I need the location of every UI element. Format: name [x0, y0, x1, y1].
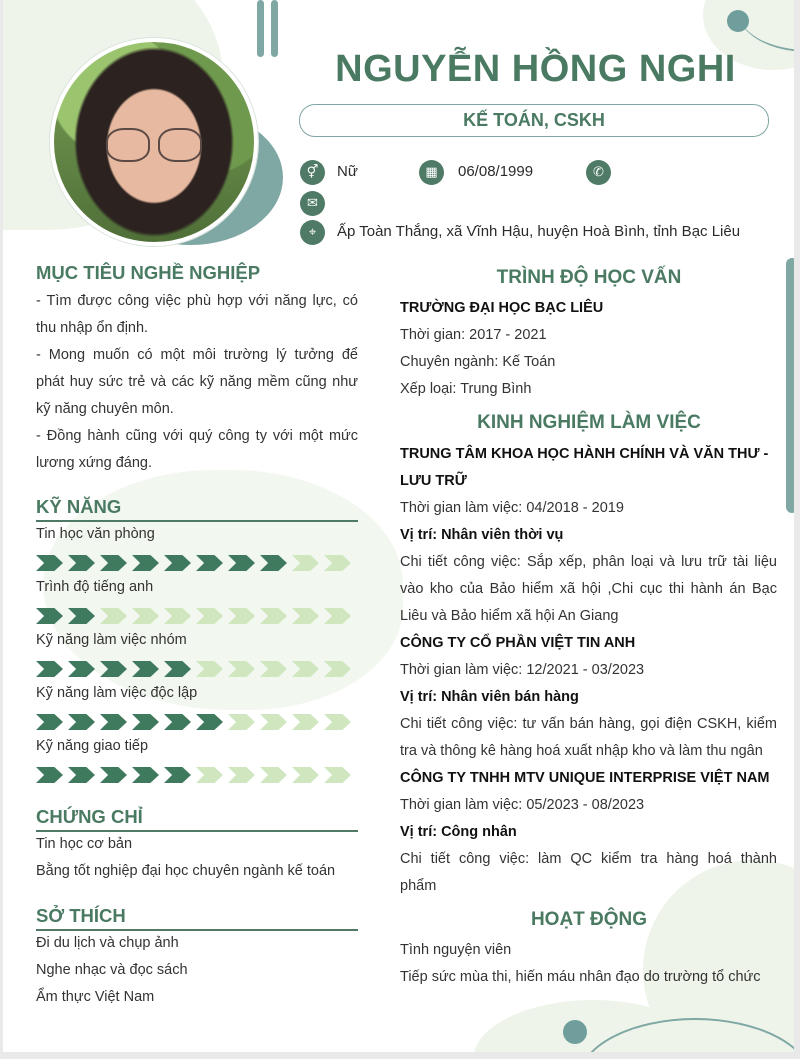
skill-chevron-filled — [164, 714, 191, 730]
activities-heading: HOẠT ĐỘNG — [530, 909, 648, 930]
company-name: LƯU TRỮ — [400, 473, 467, 489]
skill-chevron-empty — [260, 608, 287, 624]
objective-line: phát huy sức trẻ và các kỹ năng mềm cũng như — [36, 374, 358, 390]
skill-rating — [36, 714, 351, 730]
skill-label: Trình độ tiếng anh — [36, 579, 154, 595]
skill-label: Kỹ năng làm việc nhóm — [36, 632, 187, 648]
decor-dot — [563, 1020, 587, 1044]
skill-chevron-filled — [132, 555, 159, 571]
location-pin-icon: ⌖ — [300, 220, 325, 245]
skill-chevron-filled — [68, 661, 95, 677]
skill-chevron-empty — [292, 714, 319, 730]
objective-text — [36, 288, 358, 477]
skill-chevron-empty — [228, 714, 255, 730]
job-detail — [400, 711, 777, 765]
skill-chevron-empty — [324, 555, 351, 571]
objective-line: thu nhập ổn định. — [36, 320, 149, 336]
job-detail-line: Chi tiết công việc: tư vấn bán hàng, gọi điện CSKH, kiểm — [400, 716, 777, 732]
skill-label: Kỹ năng làm việc độc lập — [36, 685, 198, 701]
skill-chevron-filled — [68, 714, 95, 730]
job-title: KẾ TOÁN, CSKH — [299, 104, 769, 137]
certificate-item: Bằng tốt nghiệp đại học chuyên ngành kế toán — [36, 863, 336, 879]
hobby-item: Ẩm thực Việt Nam — [36, 989, 155, 1005]
objective-line: kỹ năng chuyên môn. — [36, 401, 174, 417]
objective-line: lương xứng đáng. — [36, 455, 152, 471]
skill-chevron-filled — [36, 608, 63, 624]
skill-chevron-empty — [260, 714, 287, 730]
skill-chevron-empty — [228, 661, 255, 677]
job-time: Thời gian làm việc: 04/2018 - 2019 — [400, 500, 624, 516]
job-detail — [400, 846, 777, 900]
skill-chevron-filled — [36, 661, 63, 677]
skill-chevron-filled — [228, 555, 255, 571]
mail-icon: ✉ — [300, 191, 325, 216]
company-name: CÔNG TY TNHH MTV UNIQUE INTERPRISE VIỆT NAM — [400, 770, 770, 786]
skill-chevron-filled — [36, 767, 63, 783]
skill-chevron-filled — [132, 714, 159, 730]
company-name: TRUNG TÂM KHOA HỌC HÀNH CHÍNH VÀ VĂN THƯ - — [400, 446, 769, 462]
skill-chevron-filled — [68, 608, 95, 624]
job-detail-line: Chi tiết công việc: Sắp xếp, phân loại và lưu trữ tài liệu — [400, 554, 777, 570]
hobby-item: Đi du lịch và chụp ảnh — [36, 935, 179, 951]
objective-line: - Mong muốn có một môi trường lý tưởng để — [36, 347, 358, 363]
skill-chevron-filled — [100, 555, 127, 571]
decor-bar — [271, 0, 278, 57]
decor-side-tab — [786, 258, 794, 513]
education-time: Thời gian: 2017 - 2021 — [400, 327, 547, 343]
job-detail-line: Chi tiết công việc: làm QC kiểm tra hàng hoá thành — [400, 851, 777, 867]
skill-chevron-empty — [260, 767, 287, 783]
decor-dot — [727, 10, 749, 32]
skill-chevron-filled — [68, 555, 95, 571]
profile-photo — [50, 38, 258, 246]
skill-chevron-empty — [196, 767, 223, 783]
skill-chevron-empty — [132, 608, 159, 624]
job-position: Vị trí: Nhân viên bán hàng — [400, 689, 579, 705]
skill-chevron-filled — [36, 714, 63, 730]
job-time: Thời gian làm việc: 05/2023 - 08/2023 — [400, 797, 645, 813]
skill-chevron-empty — [196, 661, 223, 677]
skill-chevron-filled — [68, 767, 95, 783]
skill-chevron-empty — [324, 767, 351, 783]
skill-chevron-empty — [324, 608, 351, 624]
skill-chevron-empty — [292, 608, 319, 624]
address-value: Ấp Toàn Thắng, xã Vĩnh Hậu, huyện Hoà Bình, tỉnh Bạc Liêu — [337, 223, 741, 240]
objective-heading: MỤC TIÊU NGHỀ NGHIỆP — [36, 262, 261, 283]
skill-chevron-empty — [100, 608, 127, 624]
job-time: Thời gian làm việc: 12/2021 - 03/2023 — [400, 662, 645, 678]
phone-icon: ✆ — [586, 160, 611, 185]
skill-chevron-filled — [260, 555, 287, 571]
skill-chevron-filled — [132, 767, 159, 783]
calendar-icon: ▦ — [419, 160, 444, 185]
job-detail-line: Liêu và Bảo hiểm xã hội An Giang — [400, 608, 619, 624]
skill-chevron-filled — [36, 555, 63, 571]
skill-chevron-empty — [260, 661, 287, 677]
skill-chevron-empty — [228, 608, 255, 624]
experience-heading: KINH NGHIỆM LÀM VIỆC — [477, 412, 701, 433]
skill-chevron-filled — [132, 661, 159, 677]
skill-chevron-filled — [164, 661, 191, 677]
certificate-item: Tin học cơ bản — [36, 836, 133, 852]
company-name: CÔNG TY CỔ PHẦN VIỆT TIN ANH — [400, 635, 636, 651]
education-grade: Xếp loại: Trung Bình — [400, 381, 532, 397]
job-detail-line: phẩm — [400, 878, 437, 894]
skills-heading: KỸ NĂNG — [36, 496, 358, 522]
skill-chevron-empty — [196, 608, 223, 624]
job-detail-line: tra và thông kê hàng hoá xuất nhập kho và làm thu ngân — [400, 743, 763, 759]
skill-chevron-empty — [292, 555, 319, 571]
school-name: TRƯỜNG ĐẠI HỌC BẠC LIÊU — [400, 300, 604, 316]
job-position: Vị trí: Công nhân — [400, 824, 517, 840]
objective-line: - Tìm được công việc phù hợp với năng lực, có — [36, 293, 358, 309]
hobbies-heading: SỞ THÍCH — [36, 905, 358, 931]
education-heading: TRÌNH ĐỘ HỌC VẤN — [496, 267, 682, 288]
skill-chevron-empty — [164, 608, 191, 624]
job-detail-line: vào kho của Bảo hiểm xã hội ,Chi cục thi hành án Bạc — [400, 581, 777, 597]
hobby-item: Nghe nhạc và đọc sách — [36, 962, 188, 978]
skill-rating — [36, 767, 351, 783]
gender-icon: ⚥ — [300, 160, 325, 185]
job-position: Vị trí: Nhân viên thời vụ — [400, 527, 564, 543]
skill-chevron-filled — [100, 661, 127, 677]
skill-chevron-empty — [292, 661, 319, 677]
skill-chevron-empty — [324, 714, 351, 730]
skill-chevron-empty — [228, 767, 255, 783]
skill-chevron-empty — [324, 661, 351, 677]
candidate-name: NGUYỄN HỒNG NGHI — [335, 48, 736, 90]
skill-rating — [36, 555, 351, 571]
skill-chevron-filled — [164, 767, 191, 783]
birthdate-value: 06/08/1999 — [458, 163, 534, 180]
activity-item: Tiếp sức mùa thi, hiến máu nhân đạo do trường tổ chức — [400, 969, 761, 985]
glasses — [106, 128, 202, 158]
job-detail — [400, 549, 777, 630]
skill-chevron-filled — [196, 555, 223, 571]
skill-chevron-filled — [164, 555, 191, 571]
skill-chevron-empty — [292, 767, 319, 783]
certificates-heading: CHỨNG CHỈ — [36, 806, 358, 832]
decor-bar — [257, 0, 264, 57]
skill-chevron-filled — [100, 714, 127, 730]
skill-chevron-filled — [196, 714, 223, 730]
skill-label: Kỹ năng giao tiếp — [36, 738, 149, 754]
gender-value: Nữ — [337, 163, 358, 180]
skill-rating — [36, 608, 351, 624]
education-major: Chuyên ngành: Kế Toán — [400, 354, 556, 370]
skill-rating — [36, 661, 351, 677]
objective-line: - Đồng hành cũng với quý công ty với một mức — [36, 428, 358, 444]
skill-chevron-filled — [100, 767, 127, 783]
cv-page — [3, 0, 794, 1052]
activity-item: Tình nguyện viên — [400, 942, 512, 958]
skill-label: Tin học văn phòng — [36, 526, 155, 542]
